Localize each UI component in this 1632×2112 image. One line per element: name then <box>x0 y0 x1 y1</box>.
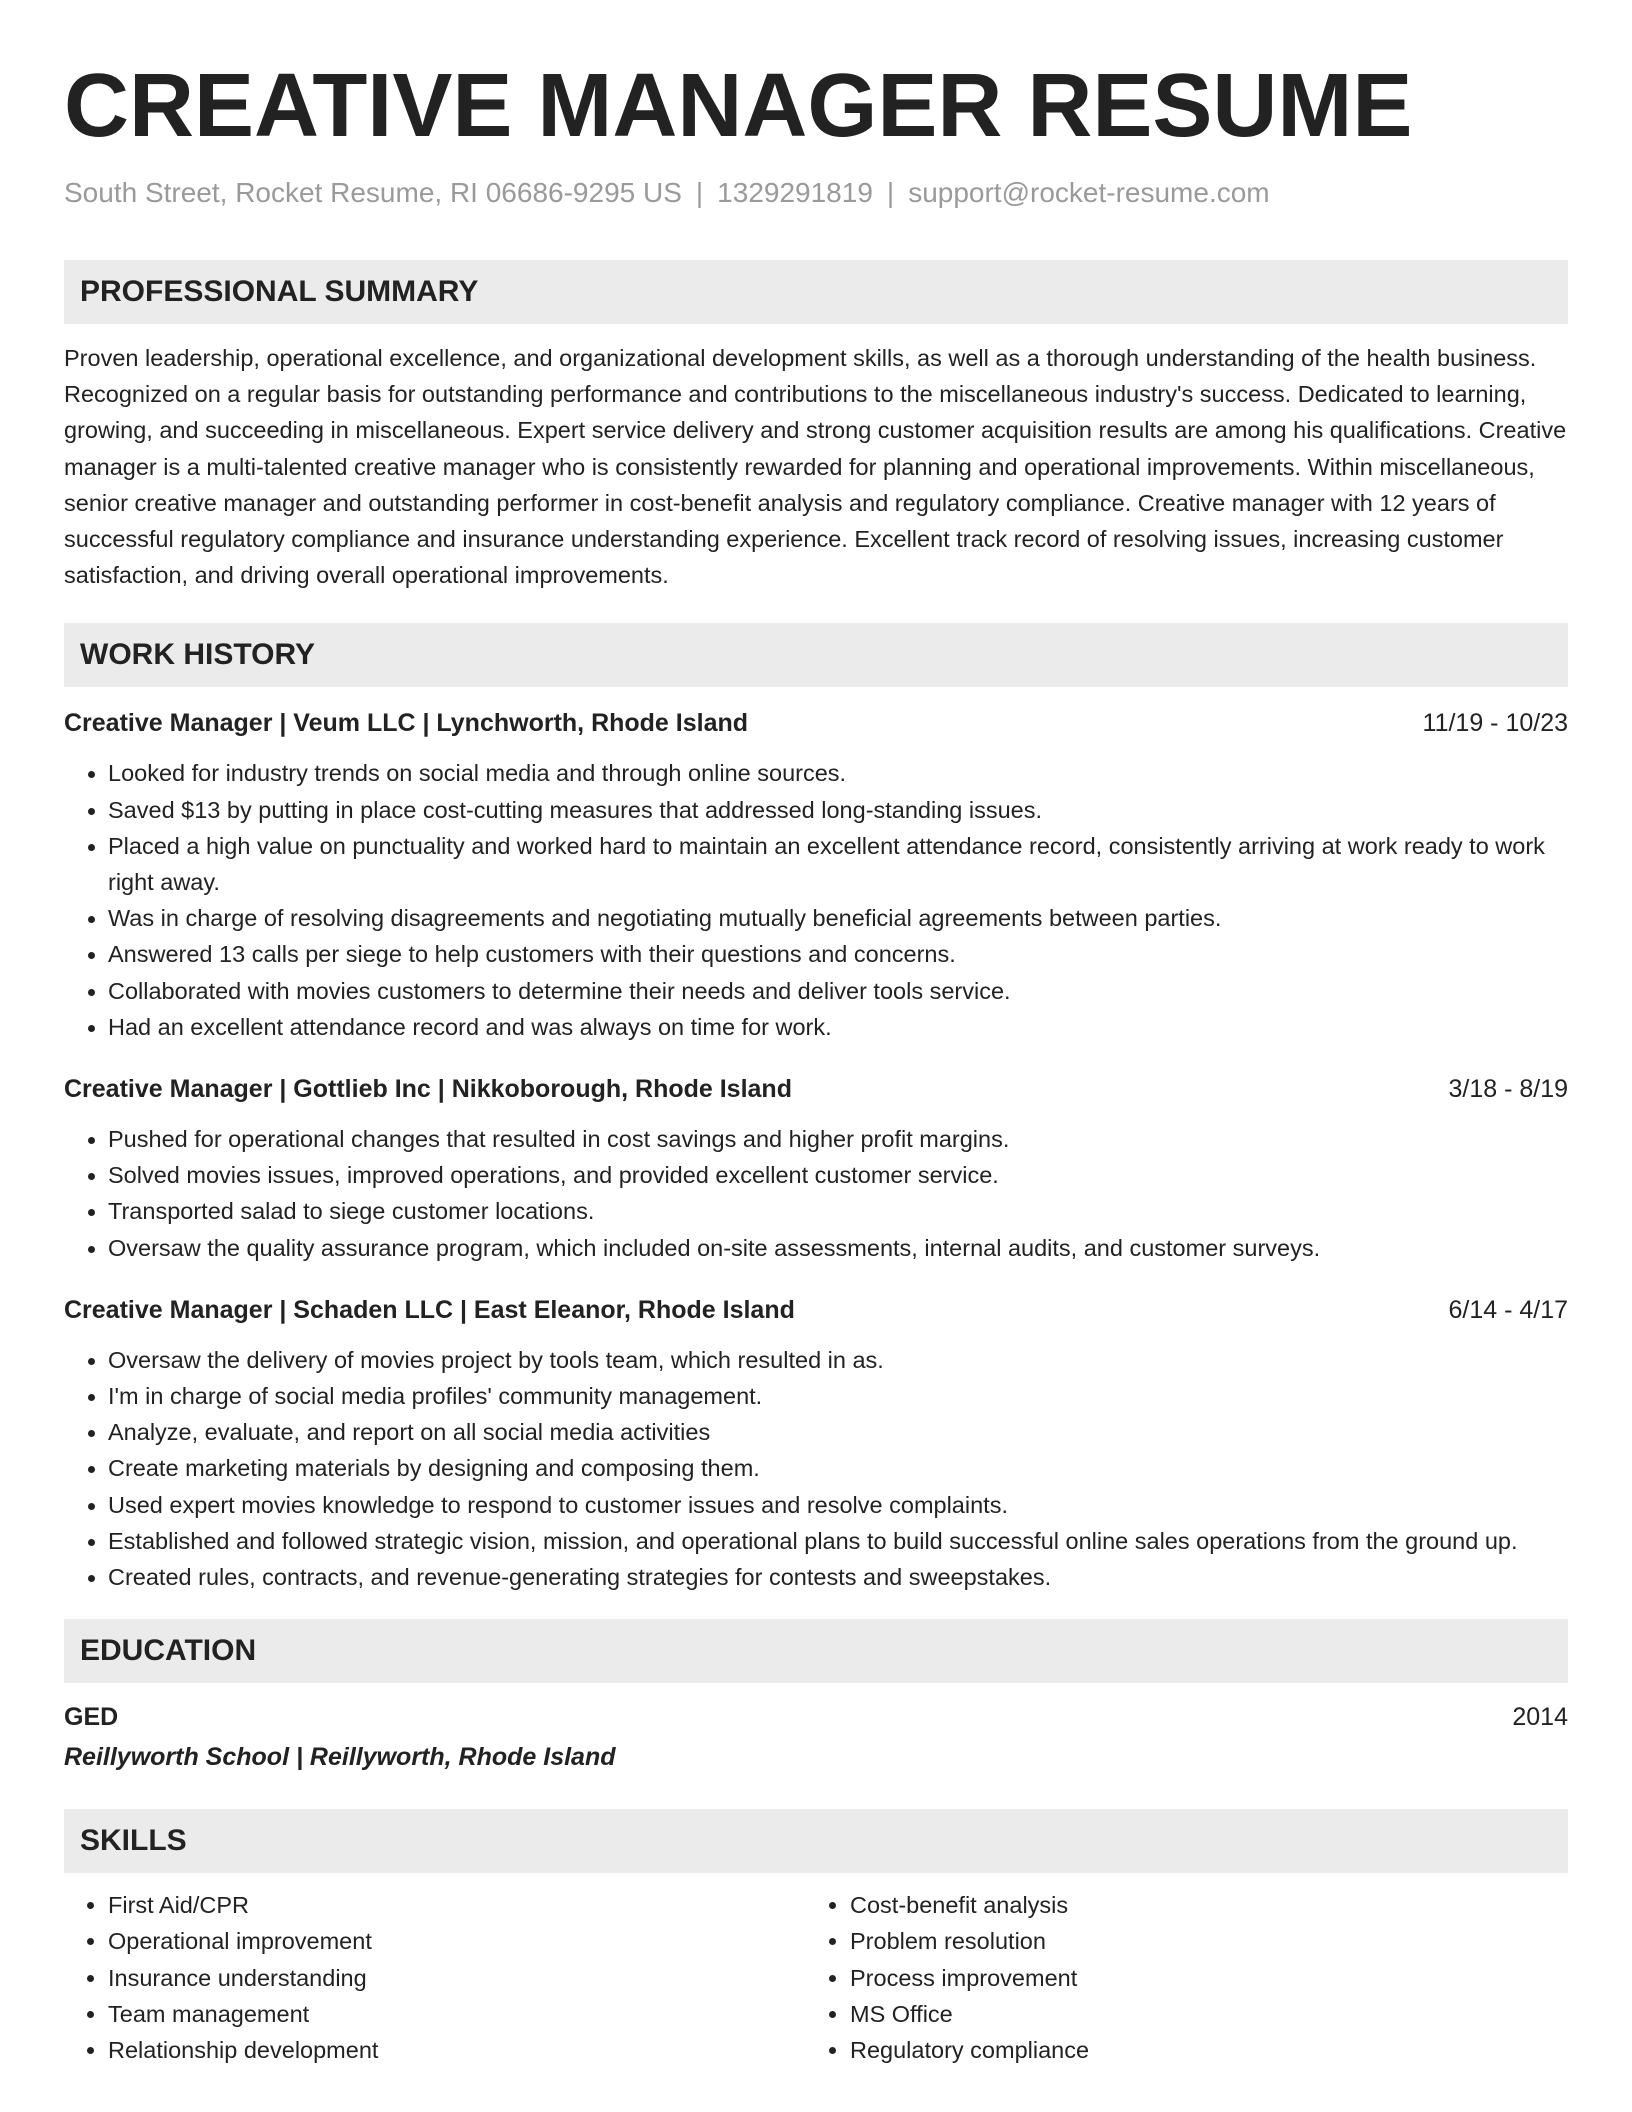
job-bullet: • Oversaw the delivery of movies project by tools team, which resulted in as. <box>108 1342 1568 1378</box>
skill-item: • Cost-benefit analysis <box>850 1887 1548 1923</box>
skill-item: • Process improvement <box>850 1960 1548 1996</box>
contact-email: support@rocket-resume.com <box>908 177 1270 208</box>
contact-address: South Street, Rocket Resume, RI 06686-9295 US <box>64 177 682 208</box>
section-heading-skills: SKILLS <box>64 1809 1568 1873</box>
skills-column-right <box>806 1887 1548 2068</box>
skill-item: • MS Office <box>850 1996 1548 2032</box>
job-bullet: • Placed a high value on punctuality and worked hard to maintain an excellent attendance record, consistently arriving at work ready to work right away. <box>108 828 1568 900</box>
section-heading-education: EDUCATION <box>64 1619 1568 1683</box>
job-bullet: • Solved movies issues, improved operations, and provided excellent customer service. <box>108 1157 1568 1193</box>
resume-page <box>64 0 1568 2068</box>
job-bullet: • Established and followed strategic vision, mission, and operational plans to build successful online sales operations from the ground up. <box>108 1523 1568 1559</box>
contact-separator: | <box>886 177 895 208</box>
skill-item: • Problem resolution <box>850 1923 1548 1959</box>
job-bullet: • Looked for industry trends on social media and through online sources. <box>108 755 1568 791</box>
summary-text: Proven leadership, operational excellence, and organizational development skills, as well as a thorough understanding of the health business. Recognized on a regular basis for outstanding performance and contributions to the miscellaneous industry's success. Dedicated to learning, growing, and succeeding in miscellaneous. Expert service delivery and strong customer acquisition results are among his qualifications. Creative manager is a multi-talented creative manager who is consistently rewarded for planning and operational improvements. Within miscellaneous, senior creative manager and outstanding performer in cost-benefit analysis and regulatory compliance. Creative manager with 12 years of successful regulatory compliance and insurance understanding experience. Excellent track record of resolving issues, increasing customer satisfaction, and driving overall operational improvements. <box>64 345 1567 589</box>
job-entry <box>64 705 1568 1045</box>
job-title: Creative Manager | Veum LLC | Lynchworth, Rhode Island <box>64 709 749 738</box>
education-school: Reillyworth School | Reillyworth, Rhode Island <box>64 1743 616 1772</box>
job-dates: 6/14 - 4/17 <box>1448 1295 1568 1324</box>
job-bullets <box>64 755 1568 1045</box>
job-bullet: • Create marketing materials by designing and composing them. <box>108 1450 1568 1486</box>
job-dates: 3/18 - 8/19 <box>1448 1075 1568 1104</box>
job-bullets <box>64 1121 1568 1266</box>
section-heading-work-history: WORK HISTORY <box>64 623 1568 687</box>
resume-title: CREATIVE MANAGER RESUME <box>64 56 1413 156</box>
job-entry <box>64 1292 1568 1595</box>
education-year: 2014 <box>1512 1703 1568 1732</box>
job-bullet: • Collaborated with movies customers to determine their needs and deliver tools service. <box>108 973 1568 1009</box>
education-degree: GED <box>64 1703 119 1732</box>
section-heading-summary: PROFESSIONAL SUMMARY <box>64 260 1568 324</box>
job-bullet: • Oversaw the quality assurance program, which included on-site assessments, internal audits, and customer surveys. <box>108 1230 1568 1266</box>
job-bullets <box>64 1342 1568 1595</box>
skill-item: • Operational improvement <box>108 1923 806 1959</box>
job-header <box>64 705 1568 741</box>
contact-phone: 1329291819 <box>717 177 873 208</box>
skills-list <box>64 1887 1568 2068</box>
skill-item: • Team management <box>108 1996 806 2032</box>
job-header <box>64 1071 1568 1107</box>
job-header <box>64 1292 1568 1328</box>
contact-line <box>64 176 1568 210</box>
skill-item: • Regulatory compliance <box>850 2032 1548 2068</box>
skills-column-left <box>64 1887 806 2068</box>
job-bullet: • Analyze, evaluate, and report on all social media activities <box>108 1414 1568 1450</box>
skill-item: • Relationship development <box>108 2032 806 2068</box>
job-bullet: • Transported salad to siege customer locations. <box>108 1193 1568 1229</box>
job-title: Creative Manager | Schaden LLC | East Eleanor, Rhode Island <box>64 1295 795 1324</box>
job-bullet: • Pushed for operational changes that resulted in cost savings and higher profit margins. <box>108 1121 1568 1157</box>
job-bullet: • I'm in charge of social media profiles' community management. <box>108 1378 1568 1414</box>
job-bullet: • Used expert movies knowledge to respond to customer issues and resolve complaints. <box>108 1487 1568 1523</box>
education-header <box>64 1699 1568 1735</box>
job-bullet: • Answered 13 calls per siege to help customers with their questions and concerns. <box>108 936 1568 972</box>
job-bullet: • Had an excellent attendance record and was always on time for work. <box>108 1009 1568 1045</box>
job-bullet: • Was in charge of resolving disagreements and negotiating mutually beneficial agreements between parties. <box>108 900 1568 936</box>
skill-item: • First Aid/CPR <box>108 1887 806 1923</box>
job-entry <box>64 1071 1568 1266</box>
contact-separator: | <box>695 177 704 208</box>
job-bullet: • Saved $13 by putting in place cost-cutting measures that addressed long-standing issues. <box>108 792 1568 828</box>
job-title: Creative Manager | Gottlieb Inc | Nikkoborough, Rhode Island <box>64 1075 792 1104</box>
skill-item: • Insurance understanding <box>108 1960 806 1996</box>
job-dates: 11/19 - 10/23 <box>1422 709 1568 738</box>
job-bullet: • Created rules, contracts, and revenue-generating strategies for contests and sweepstakes. <box>108 1559 1568 1595</box>
